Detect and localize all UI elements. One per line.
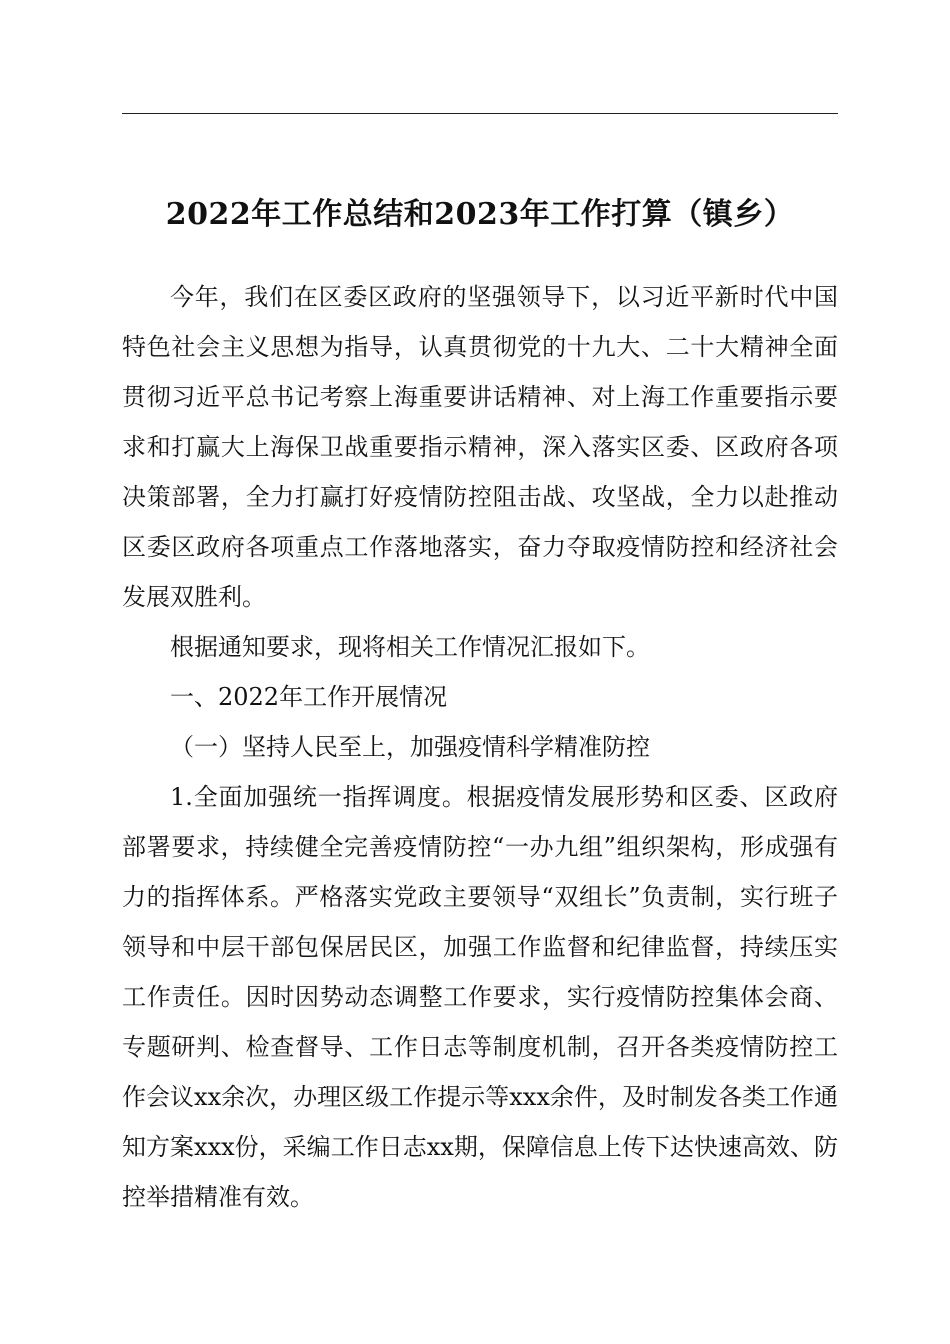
- document-title: 2022年工作总结和2023年工作打算（镇乡）: [165, 197, 795, 233]
- subsection-heading-1: （一）坚持人民至上，加强疫情科学精准防控: [170, 733, 650, 761]
- header-rule: [122, 113, 838, 114]
- paragraph-item-1: 1.全面加强统一指挥调度。根据疫情发展形势和区委、区政府部署要求，持续健全完善疫情防控“一办九组”组织架构，形成强有力的指挥体系。严格落实党政主要领导“双组长”负责制，实行班子领导和中层干部包保居民区，加强工作监督和纪律监督，持续压实工作责任。因时因势动态调整工作要求，实行疫情防控集体会商、专题研判、检查督导、工作日志等制度机制，召开各类疫情防控工作会议xx余次，办理区级工作提示等xxx余件，及时制发各类工作通知方案xxx份，采编工作日志xx期，保障信息上传下达快速高效、防控举措精准有效。: [122, 783, 838, 1211]
- paragraph-report-note: 根据通知要求，现将相关工作情况汇报如下。: [170, 633, 650, 661]
- document-body: [122, 272, 838, 1222]
- paragraph-intro: 今年，我们在区委区政府的坚强领导下，以习近平新时代中国特色社会主义思想为指导，认真贯彻党的十九大、二十大精神全面贯彻习近平总书记考察上海重要讲话精神、对上海工作重要指示要求和打赢大上海保卫战重要指示精神，深入落实区委、区政府各项决策部署，全力打赢打好疫情防控阻击战、攻坚战，全力以赴推动区委区政府各项重点工作落地落实，奋力夺取疫情防控和经济社会发展双胜利。: [122, 283, 838, 611]
- section-heading-1: 一、2022年工作开展情况: [170, 683, 448, 711]
